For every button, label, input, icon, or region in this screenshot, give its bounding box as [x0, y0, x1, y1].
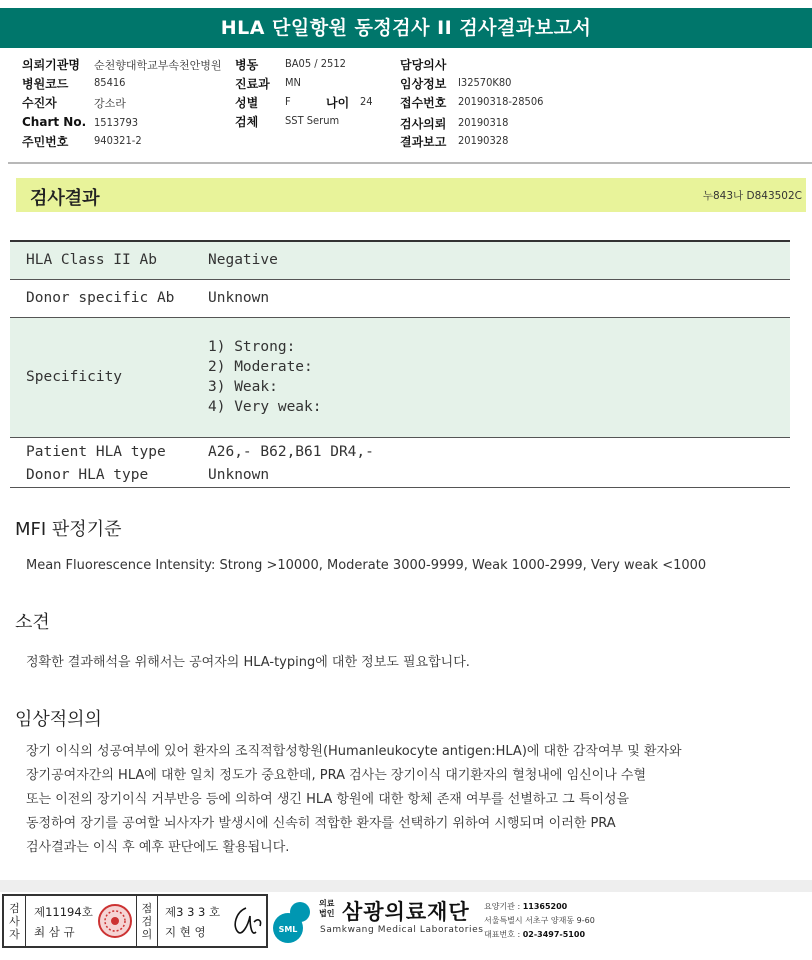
table-row — [10, 279, 790, 317]
org-code-label: 요양기관 : — [484, 902, 521, 911]
hospital-code-label: 병원코드 — [22, 77, 69, 91]
class2-value: Negative — [196, 241, 790, 279]
report-date-value: 20190328 — [458, 134, 509, 147]
clinical-significance-line: 또는 이전의 장기이식 거부반응 등에 의하여 생긴 HLA 항원에 대한 항체 존재 여부를 선별하고 그 특이성을 — [26, 792, 630, 807]
receipt-label: 접수번호 — [400, 96, 447, 110]
clinical-significance-line: 장기공여자간의 HLA에 대한 일치 정도가 중요한데, PRA 검사는 장기이식 대기환자의 혈청내에 임신이나 수혈 — [26, 768, 647, 783]
signature-icon — [226, 902, 266, 942]
patient-value: 강소라 — [94, 97, 126, 110]
specificity-item: 2) Moderate: — [208, 359, 313, 375]
report-title: HLA 단일항원 동정검사 II 검사결과보고서 — [0, 8, 812, 48]
dsa-label: Donor specific Ab — [10, 279, 196, 317]
table-row — [10, 463, 790, 487]
tester-no: 제11194호 — [34, 905, 93, 919]
class2-label: HLA Class II Ab — [10, 241, 196, 279]
result-code: 누843나 D843502C — [702, 190, 802, 202]
receipt-value: 20190318-28506 — [458, 95, 544, 108]
result-section-title: 검사결과 — [30, 188, 100, 209]
clinical-significance-title: 임상적의의 — [15, 709, 102, 730]
institution-label: 의뢰기관명 — [22, 58, 80, 72]
sex-value: F — [285, 95, 291, 108]
patient-hla-value: A26,- B62,B61 DR4,- — [208, 444, 374, 461]
org-type — [319, 899, 339, 919]
signature-box — [2, 894, 268, 948]
age-label: 나이 — [326, 96, 350, 110]
footer-divider — [0, 880, 812, 892]
opinion-title: 소견 — [15, 612, 50, 633]
chart-label: Chart No. — [22, 115, 87, 129]
specificity-label: Specificity — [10, 317, 196, 437]
org-phone-label: 대표번호 : — [484, 930, 521, 939]
resident-value: 940321-2 — [94, 134, 142, 147]
reviewer-name: 지 현 영 — [165, 925, 206, 939]
opinion-text: 정확한 결과해석을 위해서는 공여자의 HLA-typing에 대한 정보도 필요합니다. — [26, 655, 470, 670]
donor-hla-value: Unknown — [196, 463, 790, 487]
patient-hla-label: Patient HLA type — [26, 444, 166, 461]
dept-value: MN — [285, 76, 301, 89]
dsa-value: Unknown — [196, 279, 790, 317]
org-code-value: 11365200 — [522, 902, 568, 911]
patient-info-block — [22, 56, 802, 156]
specimen-value: SST Serum — [285, 114, 340, 127]
specificity-list — [196, 317, 790, 437]
table-row — [10, 437, 790, 463]
report-date-label: 결과보고 — [400, 135, 447, 149]
specimen-label: 검체 — [235, 115, 259, 129]
specificity-item: 3) Weak: — [208, 379, 278, 395]
institution-value: 순천향대학교부속천안병원 — [94, 59, 222, 72]
seal-icon — [96, 900, 134, 942]
mfi-title: MFI 판정기준 — [15, 519, 122, 540]
specificity-item: 4) Very weak: — [208, 399, 322, 415]
org-code — [484, 901, 567, 912]
org-phone-value: 02-3497-5100 — [522, 930, 586, 939]
org-type-text: 의료법인 — [319, 899, 335, 918]
mfi-text: Mean Fluorescence Intensity: Strong >10000, Moderate 3000-9999, Weak 1000-2999, Very weak <1000 — [26, 558, 707, 573]
org-phone — [484, 929, 585, 940]
hospital-code-value: 85416 — [94, 76, 126, 89]
reviewer-label-text: 점검의 — [141, 901, 153, 941]
result-table — [10, 240, 790, 488]
clinical-significance-line: 검사결과는 이식 후 예후 판단에도 활용됩니다. — [26, 840, 290, 855]
result-section-header — [16, 178, 806, 212]
ward-label: 병동 — [235, 58, 259, 72]
request-value: 20190318 — [458, 116, 509, 129]
sml-logo-icon — [272, 898, 316, 946]
org-english-name: Samkwang Medical Laboratories — [320, 925, 484, 935]
resident-label: 주민번호 — [22, 135, 69, 149]
specificity-item: 1) Strong: — [208, 339, 296, 355]
donor-hla-label: Donor HLA type — [10, 463, 196, 487]
logo-text: SML — [278, 925, 298, 934]
table-row — [10, 241, 790, 279]
reviewer-no: 제3 3 3 호 — [165, 905, 221, 919]
tester-label — [4, 896, 26, 946]
doctor-label: 담당의사 — [400, 58, 447, 72]
divider — [8, 162, 812, 164]
clinical-value: I32570K80 — [458, 76, 512, 89]
age-value: 24 — [360, 95, 373, 108]
request-label: 검사의뢰 — [400, 117, 447, 131]
ward-value: BA05 / 2512 — [285, 57, 346, 70]
sex-label: 성별 — [235, 96, 259, 110]
patient-label: 수진자 — [22, 96, 57, 110]
table-row — [10, 317, 790, 437]
clinical-label: 임상정보 — [400, 77, 447, 91]
clinical-significance-line: 장기 이식의 성공여부에 있어 환자의 조직적합성항원(Humanleukocyte antigen:HLA)에 대한 감작여부 및 환자와 — [26, 744, 682, 759]
org-name: 삼광의료재단 — [342, 900, 470, 924]
chart-value: 1513793 — [94, 116, 139, 129]
tester-label-text: 검사자 — [9, 901, 20, 941]
reviewer-label — [136, 896, 158, 946]
clinical-significance-line: 동정하여 장기를 공여할 뇌사자가 발생시에 신속히 적합한 환자를 선택하기 위하여 시행되며 이러한 PRA — [26, 816, 616, 831]
tester-name: 최 삼 규 — [34, 925, 75, 939]
dept-label: 진료과 — [235, 77, 270, 91]
clinical-significance-text — [26, 740, 796, 860]
org-address: 서울특별시 서초구 양재동 9-60 — [484, 916, 595, 925]
